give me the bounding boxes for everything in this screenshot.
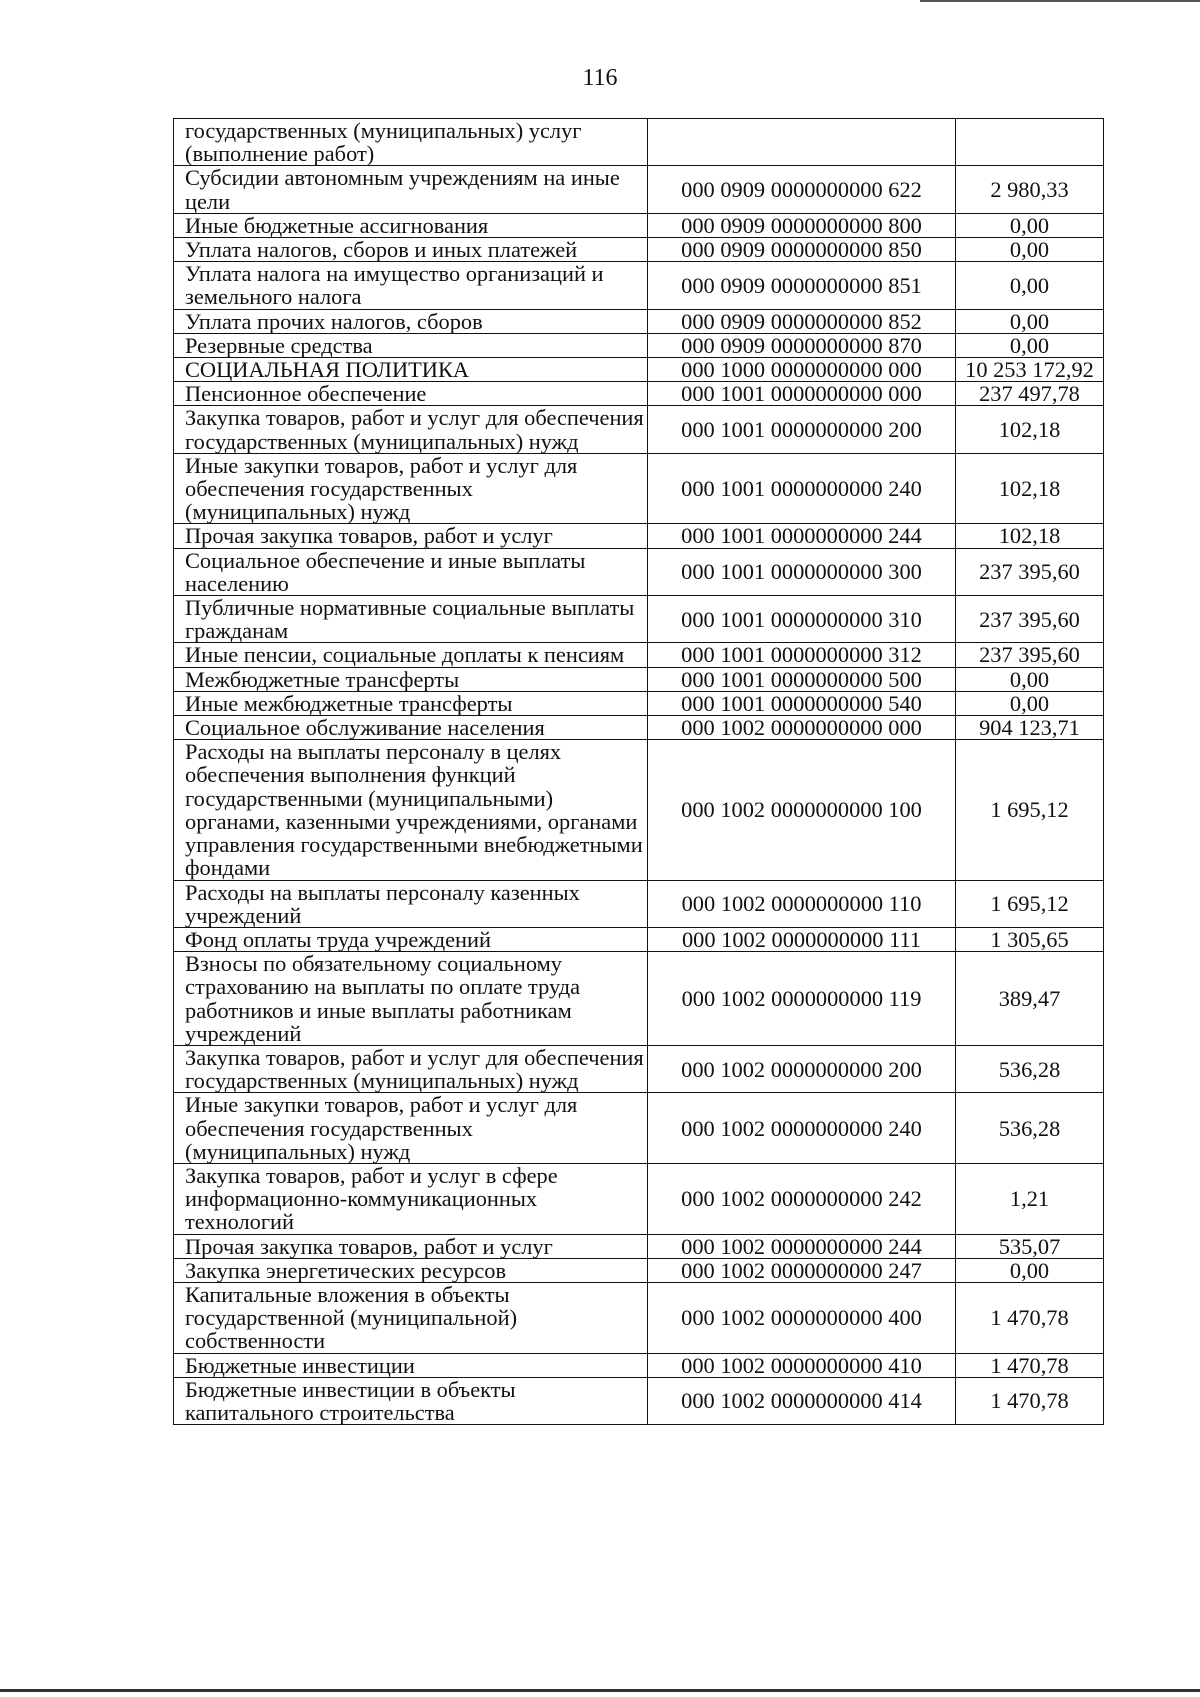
table-row <box>174 333 1104 357</box>
budget-code-cell: 000 1002 0000000000 119 <box>648 952 956 1046</box>
table-row <box>174 262 1104 309</box>
expense-name-cell: Субсидии автономным учреждениям на иные цели <box>174 166 648 213</box>
expense-name-cell: Иные бюджетные ассигнования <box>174 213 648 237</box>
table-row <box>174 213 1104 237</box>
expense-name-cell: Иные закупки товаров, работ и услуг для обеспечения государственных (муниципальных) нужд <box>174 453 648 524</box>
table-row <box>174 119 1104 166</box>
budget-code-cell: 000 1002 0000000000 100 <box>648 740 956 880</box>
table-row <box>174 406 1104 453</box>
table-row <box>174 740 1104 880</box>
expense-name-cell: Публичные нормативные социальные выплаты гражданам <box>174 596 648 643</box>
expense-name-cell: Резервные средства <box>174 333 648 357</box>
amount-cell: 535,07 <box>956 1234 1104 1258</box>
budget-code-cell: 000 1002 0000000000 111 <box>648 927 956 951</box>
expense-name-cell: Взносы по обязательному социальному страхованию на выплаты по оплате труда работников и иные выплаты работникам учреждений <box>174 952 648 1046</box>
page-number: 116 <box>582 65 618 91</box>
budget-code-cell: 000 0909 0000000000 622 <box>648 166 956 213</box>
expense-name-cell: Иные пенсии, социальные доплаты к пенсиям <box>174 643 648 667</box>
table-row <box>174 1377 1104 1424</box>
amount-cell: 904 123,71 <box>956 716 1104 740</box>
budget-code-cell: 000 1002 0000000000 240 <box>648 1093 956 1164</box>
amount-cell: 2 980,33 <box>956 166 1104 213</box>
table-row <box>174 1353 1104 1377</box>
expense-name-cell: Расходы на выплаты персоналу в целях обеспечения выполнения функций государственными (муниципальными) органами, казенными учреждениями, органами управления государственными внебюджетными фондами <box>174 740 648 880</box>
table-row <box>174 524 1104 548</box>
table-row <box>174 382 1104 406</box>
expense-name-cell: Закупка товаров, работ и услуг в сфере информационно-коммуникационных технологий <box>174 1163 648 1234</box>
budget-code-cell: 000 1002 0000000000 110 <box>648 880 956 927</box>
expense-name-cell: Капитальные вложения в объекты государственной (муниципальной) собственности <box>174 1282 648 1353</box>
amount-cell <box>956 119 1104 166</box>
amount-cell: 536,28 <box>956 1093 1104 1164</box>
table-row <box>174 453 1104 524</box>
amount-cell: 237 497,78 <box>956 382 1104 406</box>
expense-name-cell: Бюджетные инвестиции <box>174 1353 648 1377</box>
expense-name-cell: Уплата прочих налогов, сборов <box>174 309 648 333</box>
budget-code-cell: 000 1002 0000000000 247 <box>648 1258 956 1282</box>
budget-code-cell: 000 1001 0000000000 240 <box>648 453 956 524</box>
budget-code-cell: 000 0909 0000000000 870 <box>648 333 956 357</box>
amount-cell: 0,00 <box>956 691 1104 715</box>
expense-name-cell: Иные закупки товаров, работ и услуг для обеспечения государственных (муниципальных) нужд <box>174 1093 648 1164</box>
budget-code-cell: 000 1001 0000000000 300 <box>648 548 956 595</box>
amount-cell: 0,00 <box>956 333 1104 357</box>
table-row <box>174 358 1104 382</box>
table-row <box>174 166 1104 213</box>
amount-cell: 0,00 <box>956 262 1104 309</box>
amount-cell: 10 253 172,92 <box>956 358 1104 382</box>
budget-code-cell: 000 1000 0000000000 000 <box>648 358 956 382</box>
amount-cell: 1 695,12 <box>956 740 1104 880</box>
amount-cell: 237 395,60 <box>956 548 1104 595</box>
table-row <box>174 691 1104 715</box>
budget-code-cell: 000 0909 0000000000 852 <box>648 309 956 333</box>
budget-code-cell <box>648 119 956 166</box>
expense-name-cell: Расходы на выплаты персоналу казенных учреждений <box>174 880 648 927</box>
expense-name-cell: Закупка энергетических ресурсов <box>174 1258 648 1282</box>
amount-cell: 1 305,65 <box>956 927 1104 951</box>
budget-code-cell: 000 0909 0000000000 851 <box>648 262 956 309</box>
expense-name-cell: Уплата налогов, сборов и иных платежей <box>174 238 648 262</box>
table-row <box>174 1163 1104 1234</box>
scan-edge-top-line <box>920 0 1200 2</box>
table-row <box>174 667 1104 691</box>
table-row <box>174 1234 1104 1258</box>
table-row <box>174 596 1104 643</box>
amount-cell: 1 470,78 <box>956 1353 1104 1377</box>
scan-edge-bottom-line <box>0 1689 1200 1692</box>
budget-table-body <box>174 119 1104 1425</box>
budget-code-cell: 000 1002 0000000000 000 <box>648 716 956 740</box>
amount-cell: 1 470,78 <box>956 1377 1104 1424</box>
table-row <box>174 927 1104 951</box>
expense-name-cell: Межбюджетные трансферты <box>174 667 648 691</box>
amount-cell: 536,28 <box>956 1045 1104 1092</box>
amount-cell: 0,00 <box>956 309 1104 333</box>
table-row <box>174 548 1104 595</box>
table-row <box>174 238 1104 262</box>
expense-name-cell: Закупка товаров, работ и услуг для обеспечения государственных (муниципальных) нужд <box>174 1045 648 1092</box>
expense-name-cell: Иные межбюджетные трансферты <box>174 691 648 715</box>
expense-name-cell: Уплата налога на имущество организаций и земельного налога <box>174 262 648 309</box>
table-row <box>174 1093 1104 1164</box>
expense-name-cell: Бюджетные инвестиции в объекты капитального строительства <box>174 1377 648 1424</box>
expense-name-cell: Фонд оплаты труда учреждений <box>174 927 648 951</box>
budget-code-cell: 000 1002 0000000000 414 <box>648 1377 956 1424</box>
table-row <box>174 1282 1104 1353</box>
amount-cell: 237 395,60 <box>956 596 1104 643</box>
budget-code-cell: 000 0909 0000000000 800 <box>648 213 956 237</box>
budget-table <box>173 118 1104 1425</box>
table-row <box>174 716 1104 740</box>
amount-cell: 102,18 <box>956 524 1104 548</box>
expense-name-cell: СОЦИАЛЬНАЯ ПОЛИТИКА <box>174 358 648 382</box>
expense-name-cell: Прочая закупка товаров, работ и услуг <box>174 1234 648 1258</box>
amount-cell: 0,00 <box>956 667 1104 691</box>
amount-cell: 102,18 <box>956 453 1104 524</box>
budget-code-cell: 000 1002 0000000000 242 <box>648 1163 956 1234</box>
amount-cell: 389,47 <box>956 952 1104 1046</box>
budget-code-cell: 000 0909 0000000000 850 <box>648 238 956 262</box>
budget-code-cell: 000 1002 0000000000 244 <box>648 1234 956 1258</box>
amount-cell: 237 395,60 <box>956 643 1104 667</box>
budget-code-cell: 000 1002 0000000000 410 <box>648 1353 956 1377</box>
amount-cell: 0,00 <box>956 1258 1104 1282</box>
table-row <box>174 309 1104 333</box>
expense-name-cell: Социальное обеспечение и иные выплаты населению <box>174 548 648 595</box>
budget-code-cell: 000 1001 0000000000 000 <box>648 382 956 406</box>
expense-name-cell: Прочая закупка товаров, работ и услуг <box>174 524 648 548</box>
amount-cell: 102,18 <box>956 406 1104 453</box>
table-row <box>174 1045 1104 1092</box>
table-row <box>174 643 1104 667</box>
budget-code-cell: 000 1001 0000000000 540 <box>648 691 956 715</box>
expense-name-cell: государственных (муниципальных) услуг (выполнение работ) <box>174 119 648 166</box>
amount-cell: 1 695,12 <box>956 880 1104 927</box>
budget-code-cell: 000 1001 0000000000 200 <box>648 406 956 453</box>
budget-code-cell: 000 1002 0000000000 200 <box>648 1045 956 1092</box>
budget-code-cell: 000 1002 0000000000 400 <box>648 1282 956 1353</box>
table-row <box>174 1258 1104 1282</box>
amount-cell: 0,00 <box>956 238 1104 262</box>
amount-cell: 0,00 <box>956 213 1104 237</box>
budget-code-cell: 000 1001 0000000000 310 <box>648 596 956 643</box>
budget-code-cell: 000 1001 0000000000 312 <box>648 643 956 667</box>
budget-code-cell: 000 1001 0000000000 500 <box>648 667 956 691</box>
expense-name-cell: Социальное обслуживание населения <box>174 716 648 740</box>
table-row <box>174 952 1104 1046</box>
budget-code-cell: 000 1001 0000000000 244 <box>648 524 956 548</box>
amount-cell: 1,21 <box>956 1163 1104 1234</box>
amount-cell: 1 470,78 <box>956 1282 1104 1353</box>
expense-name-cell: Пенсионное обеспечение <box>174 382 648 406</box>
expense-name-cell: Закупка товаров, работ и услуг для обеспечения государственных (муниципальных) нужд <box>174 406 648 453</box>
table-row <box>174 880 1104 927</box>
